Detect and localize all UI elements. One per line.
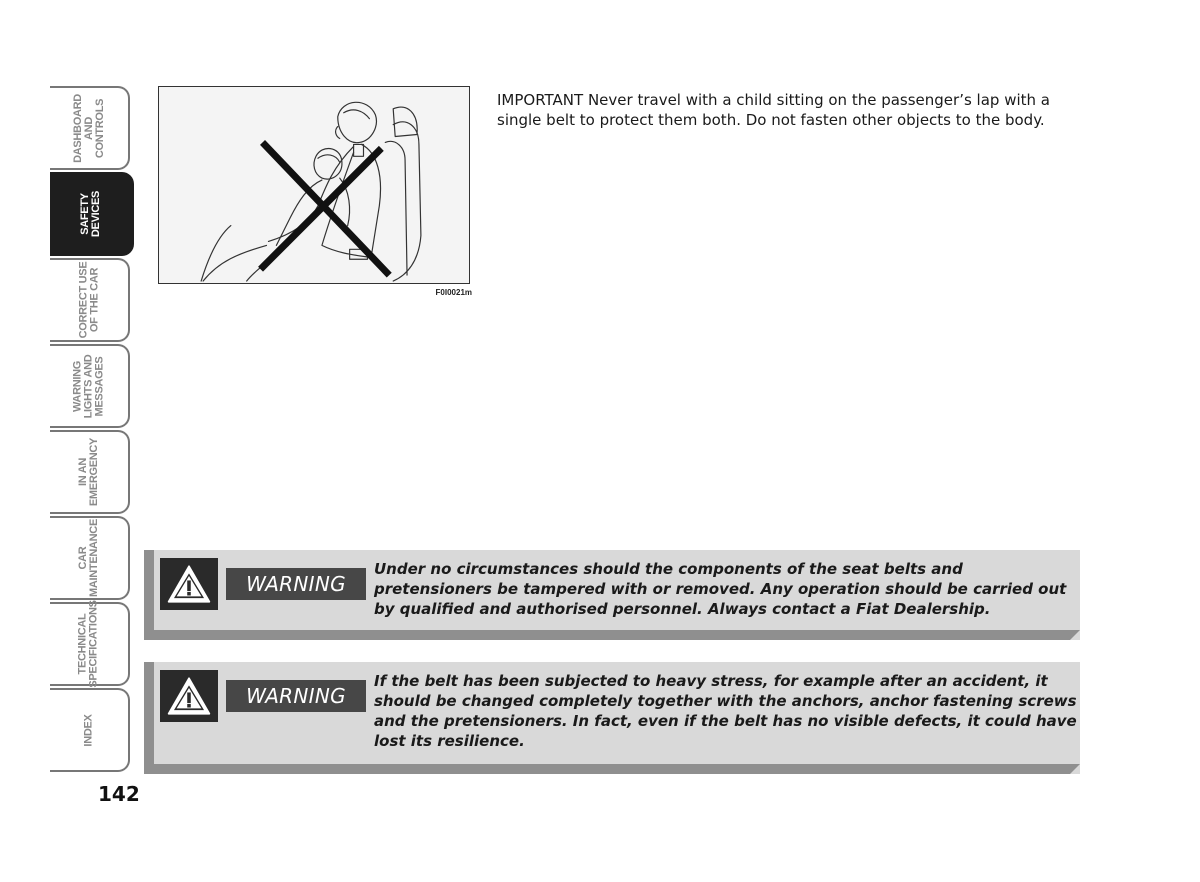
tab-safety-devices[interactable] [50,172,134,256]
tab-label: DASHBOARD AND CONTROLS [71,93,106,163]
tab-warning-lights-and-messages[interactable] [50,344,130,428]
warning-triangle-icon [160,670,218,722]
panel-shadow-left [144,550,154,640]
warning-triangle-icon [160,558,218,610]
tab-dashboard-and-controls[interactable] [50,86,130,170]
tab-car-maintenance[interactable] [50,516,130,600]
section-tabs [50,86,134,772]
tab-index[interactable] [50,688,130,772]
tab-label: INDEX [82,713,95,747]
tab-in-an-emergency[interactable] [50,430,130,514]
tab-label: WARNING LIGHTS AND MESSAGES [71,354,106,418]
tab-technical-specifications[interactable] [50,602,130,686]
important-note: IMPORTANT Never travel with a child sitting on the passenger’s lap with a single belt to protect them both. Do not fasten other objects to the body. [497,91,1050,129]
warning-text: Under no circumstances should the components of the seat belts and pretensioners be tampered with or removed. Any operation should be carried out by qualified and authorised personnel. Always contact a Fiat Dealership. [374,560,1067,618]
warning-label: WARNING [226,568,366,600]
warning-label: WARNING [226,680,366,712]
panel-shadow-left [144,662,154,774]
figure-illustration [158,86,470,284]
tab-label: TECHNICAL SPECIFICATIONS [77,600,100,688]
page-number: 142 [98,782,140,806]
child-on-lap-illustration [159,87,469,283]
tab-correct-use-of-the-car[interactable] [50,258,130,342]
panel-shadow-bottom [144,630,1080,640]
warning-text: If the belt has been subjected to heavy stress, for example after an accident, it should be changed completely together with the anchors, anchor fastening screws and the pretensioners. In fact, even if the belt has no visible defects, it could have lost its resilience. [374,672,1077,750]
tab-label: IN AN EMERGENCY [76,437,100,507]
tab-label: CORRECT USE OF THE CAR [76,261,100,339]
panel-shadow-bottom [144,764,1080,774]
tab-label: SAFETY DEVICES [78,190,102,238]
figure-code: F0I0021m [435,288,472,297]
tab-label: CAR MAINTENANCE [76,519,100,597]
